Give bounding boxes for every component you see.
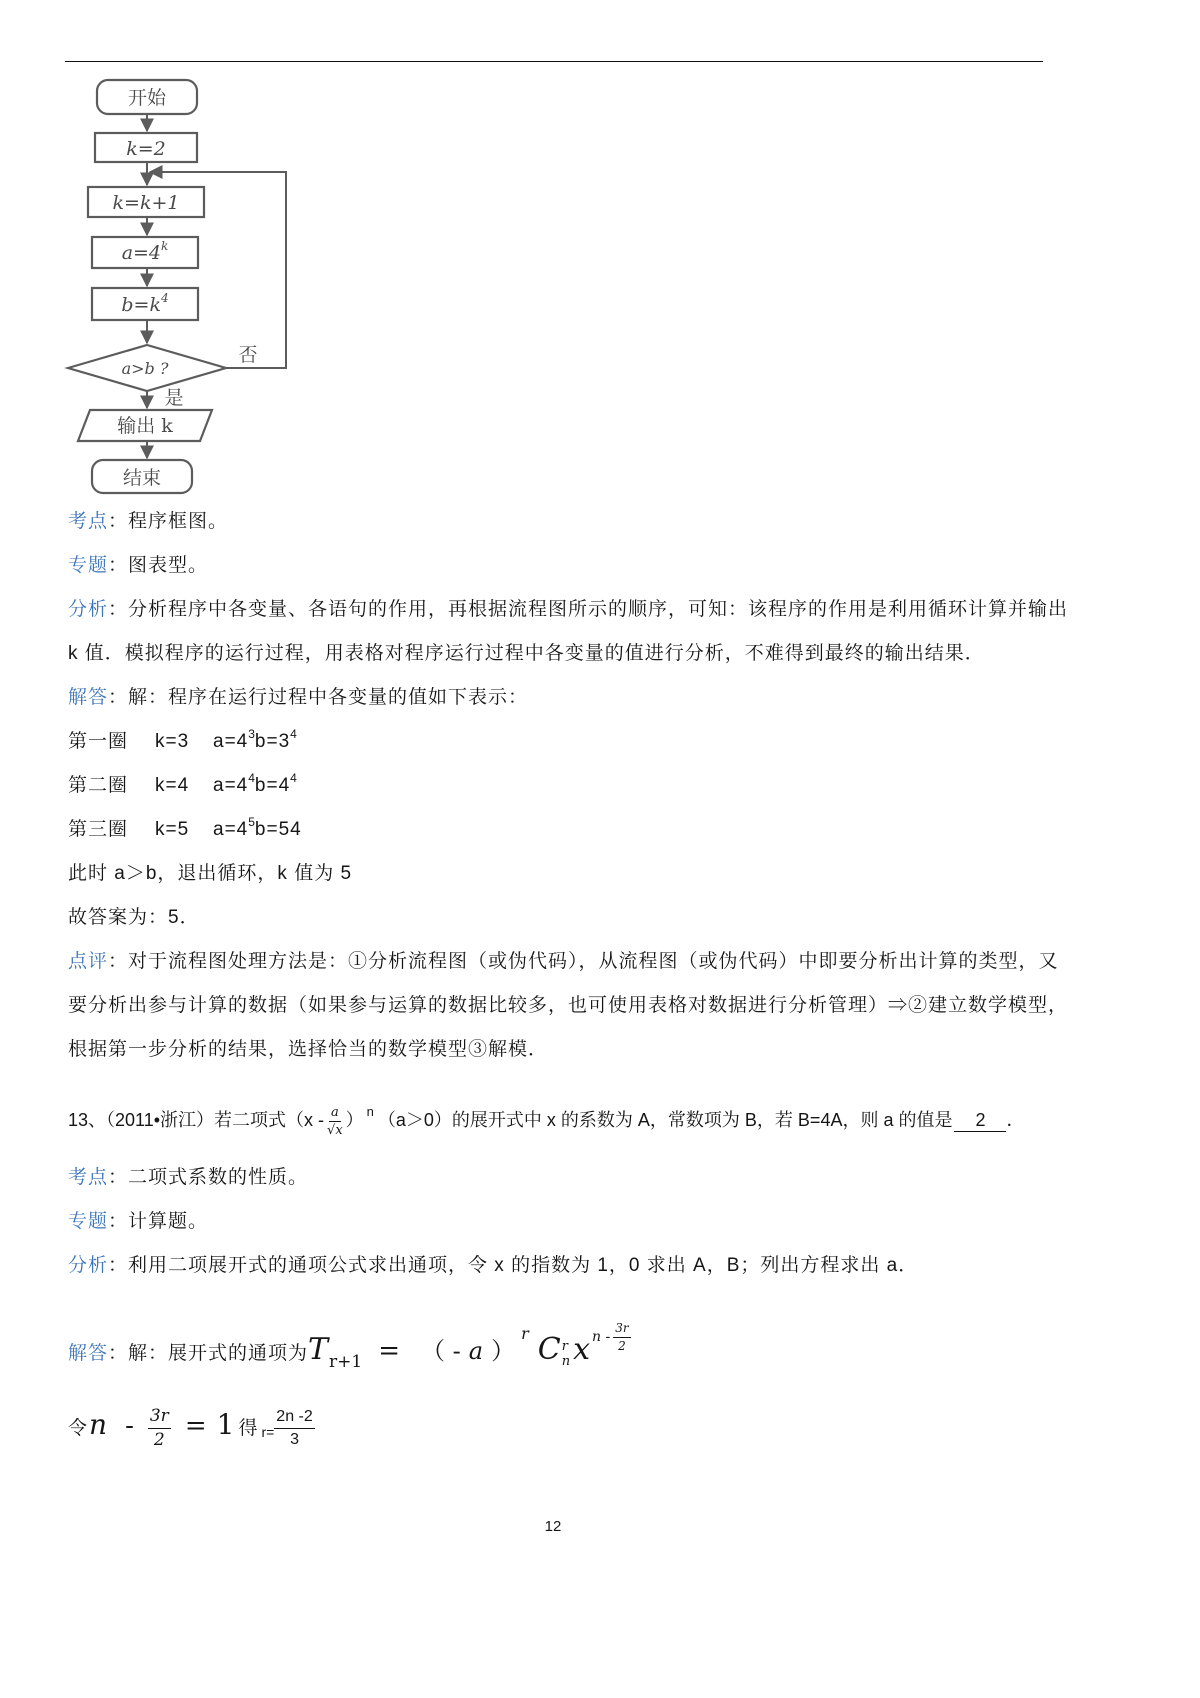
round-name: 第二圈 bbox=[68, 775, 129, 796]
formula-C-indices bbox=[562, 1339, 570, 1369]
formula-variable-a: a bbox=[468, 1337, 484, 1365]
r-equals: r= bbox=[261, 1424, 275, 1440]
increment-label: k=k+1 bbox=[112, 192, 180, 214]
equation-fraction bbox=[148, 1407, 171, 1451]
stem-fraction-denominator: √x bbox=[327, 1122, 343, 1138]
q13-solution-formula-line bbox=[68, 1306, 631, 1372]
no-branch-label: 否 bbox=[238, 344, 258, 366]
init-label: k=2 bbox=[126, 138, 166, 160]
stem-exponent: n bbox=[366, 1104, 374, 1119]
q12-conclusion: 此时 a＞b，退出循环，k 值为 5 bbox=[68, 863, 353, 884]
start-label: 开始 bbox=[127, 87, 167, 109]
round-a: a=4 bbox=[213, 819, 249, 840]
analysis-label: 分析 bbox=[68, 1255, 109, 1276]
q13-analysis-line bbox=[68, 1244, 1068, 1288]
assign-b-exponent: 4 bbox=[160, 291, 169, 305]
q12-topic-line bbox=[68, 544, 1068, 588]
topic-label: 专题 bbox=[68, 555, 109, 576]
flowchart bbox=[0, 0, 320, 510]
formula-x-exponent-numerator: 3r bbox=[613, 1322, 630, 1338]
equation-n: n bbox=[89, 1408, 108, 1441]
page-number: 12 bbox=[544, 1518, 562, 1535]
solution-label: 解答 bbox=[68, 687, 109, 708]
round-a: a=4 bbox=[213, 775, 249, 796]
q13-topic-line bbox=[68, 1200, 1068, 1244]
analysis-text: ：利用二项展开式的通项公式求出通项，令 x 的指数为 1，0 求出 A，B；列出方程求出 a． bbox=[108, 1255, 919, 1276]
stem-prefix: 13、（2011•浙江）若二项式（x - bbox=[68, 1110, 325, 1130]
formula-x-exponent bbox=[592, 1320, 631, 1353]
round-row bbox=[68, 720, 1068, 764]
stem-body: （a＞0）的展开式中 x 的系数为 A，常数项为 B，若 B=4A，则 a 的值是 bbox=[377, 1110, 953, 1130]
round-a-exponent: 5 bbox=[248, 815, 255, 829]
assign-b-label bbox=[121, 291, 168, 316]
formula-C-superscript: r bbox=[561, 1338, 568, 1354]
round-b: b=54 bbox=[254, 819, 302, 840]
assign-a-label bbox=[122, 239, 169, 264]
q12-analysis-line-1 bbox=[68, 588, 1068, 632]
formula-C-subscript: n bbox=[561, 1353, 571, 1369]
output-label: 输出 k bbox=[117, 415, 173, 437]
topic-text: ：图表型。 bbox=[108, 555, 209, 576]
formula-power-r: r bbox=[521, 1324, 530, 1343]
comment-label: 点评 bbox=[68, 951, 109, 972]
stem-end: ． bbox=[1006, 1110, 1025, 1130]
stem-fraction bbox=[327, 1105, 343, 1138]
round-k: k=3 bbox=[155, 731, 190, 752]
round-k: k=4 bbox=[155, 775, 190, 796]
q12-point-line bbox=[68, 500, 1068, 544]
round-b-exponent: 4 bbox=[290, 727, 297, 741]
point-label: 考点 bbox=[68, 1167, 109, 1188]
q12-analysis-line-2: k 值．模拟程序的运行过程，用表格对程序运行过程中各变量的值进行分析，不难得到最终的输出结果． bbox=[68, 643, 985, 664]
q12-explanation bbox=[68, 500, 1068, 1072]
comment-text: ：对于流程图处理方法是：①分析流程图（或伪代码），从流程图（或伪代码）中即要分析出计算的类型，又 bbox=[108, 951, 1059, 972]
question-13-stem bbox=[68, 1090, 1025, 1138]
topic-label: 专题 bbox=[68, 1211, 109, 1232]
equation-equals: = bbox=[184, 1411, 207, 1441]
assign-a-base: a=4 bbox=[121, 242, 162, 264]
q12-comment-line-1 bbox=[68, 940, 1068, 984]
formula-x-exponent-denominator: 2 bbox=[618, 1338, 626, 1353]
equation-fraction-denominator: 2 bbox=[153, 1430, 165, 1451]
answer-blank: 2 bbox=[954, 1109, 1006, 1132]
round-b-exponent: 4 bbox=[290, 771, 297, 785]
formula-T-subscript: r+1 bbox=[329, 1352, 363, 1372]
point-text: ：程序框图。 bbox=[108, 511, 229, 532]
get-text: 得 bbox=[238, 1418, 258, 1439]
yes-branch-label: 是 bbox=[164, 387, 184, 409]
q12-comment-line-2: 要分析出参与计算的数据（如果参与运算的数据比较多，也可使用表格对数据进行分析管理）⇒②建立数学模型， bbox=[68, 995, 1069, 1016]
formula-equals: = bbox=[378, 1336, 402, 1366]
analysis-text: ：分析程序中各变量、各语句的作用，再根据流程图所示的顺序，可知：该程序的作用是利用循环计算并输出 bbox=[108, 599, 1069, 620]
q13-equation-line bbox=[68, 1393, 315, 1457]
round-b: b=4 bbox=[254, 775, 291, 796]
formula-x-exponent-fraction bbox=[613, 1322, 630, 1353]
round-row bbox=[68, 808, 1068, 852]
r-fraction-denominator: 3 bbox=[290, 1431, 299, 1449]
formula-paren-close: ） bbox=[491, 1337, 516, 1365]
q12-answer: 故答案为：5． bbox=[68, 907, 200, 928]
point-label: 考点 bbox=[68, 511, 109, 532]
r-fraction-numerator: 2n -2 bbox=[274, 1408, 314, 1429]
solution-text: ：解：展开式的通项为 bbox=[108, 1343, 309, 1364]
round-a-exponent: 4 bbox=[248, 771, 255, 785]
formula-x: x bbox=[573, 1332, 591, 1367]
formula-T: T bbox=[308, 1332, 329, 1367]
r-fraction bbox=[274, 1408, 314, 1450]
end-label: 结束 bbox=[122, 467, 162, 489]
formula-paren-open: （ - bbox=[421, 1337, 461, 1365]
solution-text: ：解：程序在运行过程中各变量的值如下表示： bbox=[108, 687, 529, 708]
round-a: a=4 bbox=[213, 731, 249, 752]
condition-label: a>b ? bbox=[121, 359, 169, 378]
round-a-exponent: 3 bbox=[248, 727, 255, 741]
q13-explanation bbox=[68, 1156, 1068, 1288]
q12-solution-line bbox=[68, 676, 1068, 720]
round-name: 第三圈 bbox=[68, 819, 129, 840]
formula-C: C bbox=[537, 1332, 561, 1367]
formula-x-exponent-prefix: n - bbox=[592, 1329, 611, 1345]
analysis-label: 分析 bbox=[68, 599, 109, 620]
point-text: ：二项式系数的性质。 bbox=[108, 1167, 309, 1188]
equation-one: 1 bbox=[216, 1408, 235, 1441]
stem-fraction-numerator: a bbox=[330, 1104, 339, 1120]
assign-a-exponent: k bbox=[161, 239, 169, 253]
equation-minus: - bbox=[125, 1411, 134, 1441]
round-b: b=3 bbox=[254, 731, 291, 752]
q13-point-line bbox=[68, 1156, 1068, 1200]
assign-b-base: b=k bbox=[121, 294, 161, 316]
round-row bbox=[68, 764, 1068, 808]
round-name: 第一圈 bbox=[68, 731, 129, 752]
topic-text: ：计算题。 bbox=[108, 1211, 209, 1232]
q12-comment-line-3: 根据第一步分析的结果，选择恰当的数学模型③解模． bbox=[68, 1039, 549, 1060]
let-text: 令 bbox=[68, 1418, 88, 1439]
stem-close-paren: ） bbox=[345, 1110, 364, 1130]
round-k: k=5 bbox=[155, 819, 190, 840]
equation-fraction-numerator: 3r bbox=[148, 1407, 171, 1430]
solution-label: 解答 bbox=[68, 1343, 109, 1364]
